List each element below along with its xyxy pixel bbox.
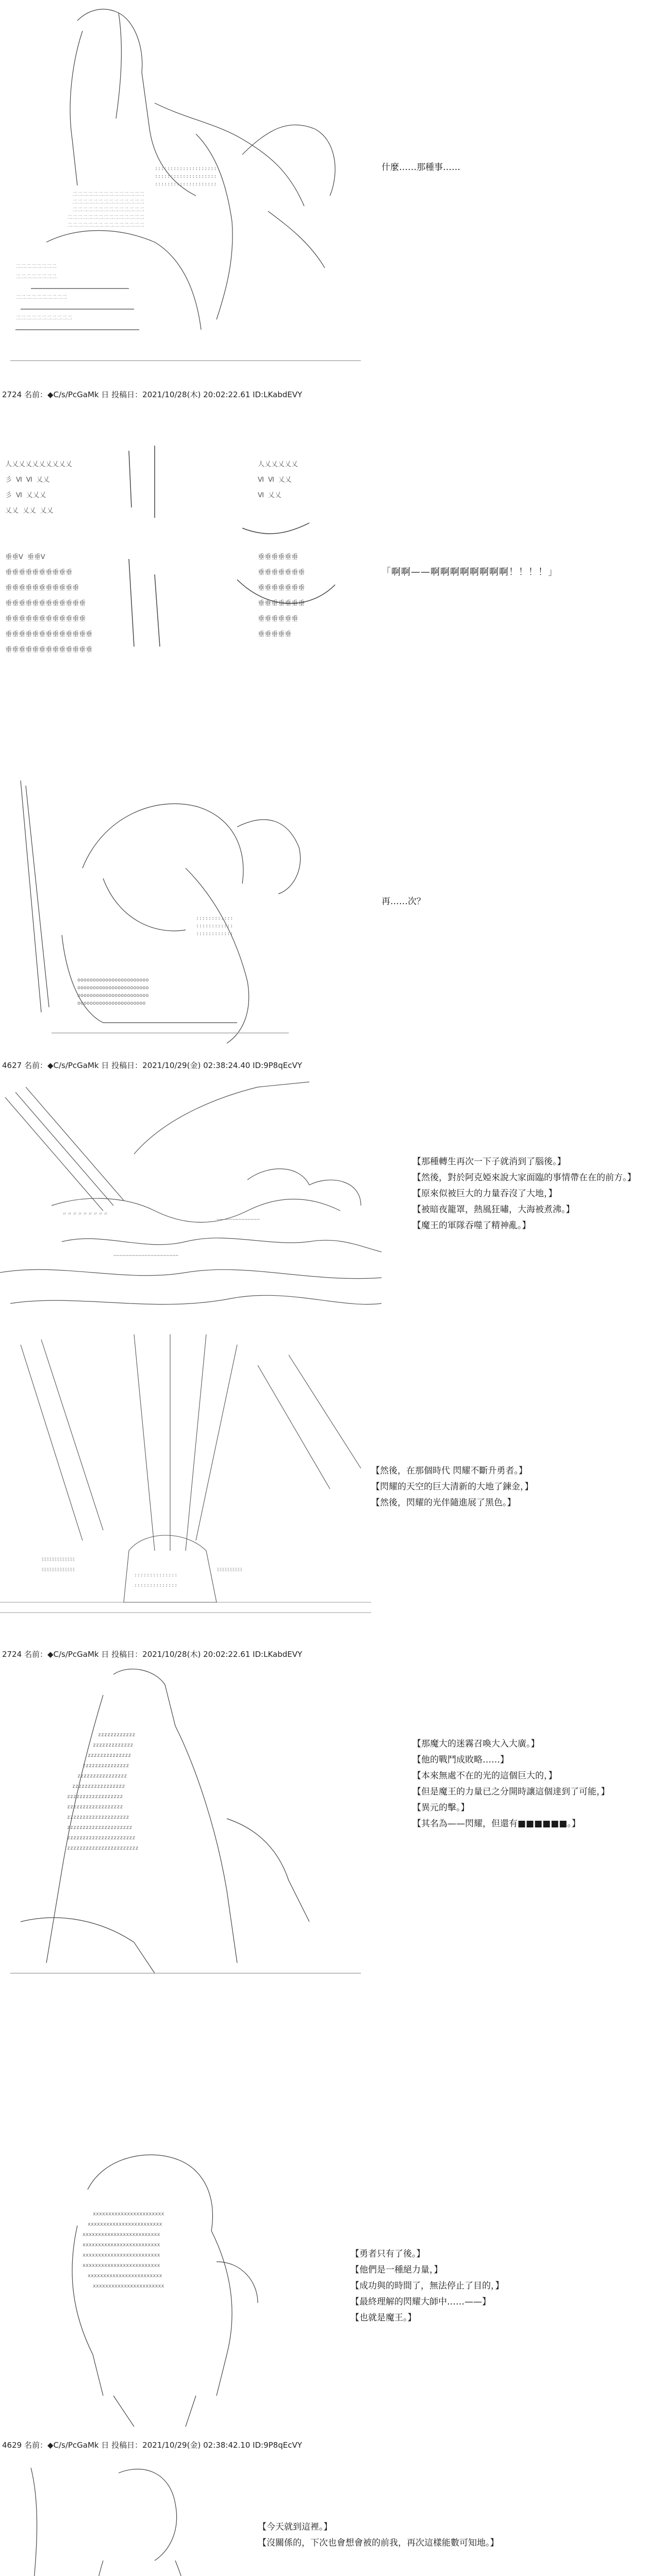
caption-line: 【魔王的軍隊吞噬了精神亂。】 [412, 1221, 531, 1231]
svg-text:::::::::::::::: :::::::::::::: [134, 1572, 178, 1578]
svg-text:垂垂垂垂垂垂垂垂垂垂垂: 垂垂垂垂垂垂垂垂垂垂垂 [5, 584, 79, 592]
panel-7-caption [351, 2246, 504, 2326]
svg-text:〃〃〃〃〃〃〃〃〃: 〃〃〃〃〃〃〃〃〃 [62, 1212, 108, 1217]
svg-text:垂垂Ⅴ 垂垂Ⅴ: 垂垂Ⅴ 垂垂Ⅴ [5, 553, 45, 561]
svg-text:垂垂垂垂垂垂垂垂垂垂: 垂垂垂垂垂垂垂垂垂垂 [5, 569, 73, 577]
panel-1 [0, 0, 647, 404]
caption-line: 【勇者只有了後。】 [351, 2249, 425, 2259]
panel-5 [0, 1334, 647, 1664]
caption-line: 【異元的擊。】 [412, 1803, 470, 1813]
svg-text:zzzzzzzzzzzzzzzzzz: zzzzzzzzzzzzzzzzzz [67, 1804, 123, 1810]
panel-4 [0, 1077, 647, 1334]
panel-8-caption [258, 2519, 499, 2551]
svg-text:垂垂垂垂垂垂垂: 垂垂垂垂垂垂垂 [258, 569, 305, 577]
svg-text:~~~~~~~~~~~~~~~~~~~~~: ~~~~~~~~~~~~~~~~~~~~~ [113, 1253, 179, 1259]
ascii-art-armored-figure [0, 1994, 371, 2447]
panel-5-caption [371, 1463, 534, 1511]
panel-4-caption [412, 1154, 636, 1234]
ascii-art-landscape-clouds [0, 1077, 392, 1324]
caption-line: 【然後，在那個時代 閃耀不斷升勇者。】 [371, 1466, 527, 1476]
svg-text:垂垂垂垂垂垂垂垂垂垂垂垂垂: 垂垂垂垂垂垂垂垂垂垂垂垂垂 [5, 631, 93, 638]
caption-line: 【今天就到這裡。】 [258, 2522, 333, 2532]
panel-8 [0, 2458, 647, 2576]
caption-line: 【被暗夜籠罩，熱風狂嘯，大海被煮沸。】 [412, 1205, 575, 1215]
caption-line: 【沒關係的，下次也會想會被的前我，再次這樣能數可知地。】 [258, 2538, 499, 2548]
svg-text:xxxxxxxxxxxxxxxxxxxxxxxx: xxxxxxxxxxxxxxxxxxxxxxxx [88, 2273, 162, 2279]
svg-text:zzzzzzzzzzzzzzzzzzzzz: zzzzzzzzzzzzzzzzzzzzz [67, 1825, 132, 1831]
svg-text:::::::::::::: :::::::::::: [196, 923, 234, 929]
svg-text:ooooooooooooooooooooooo: ooooooooooooooooooooooo [77, 993, 149, 998]
svg-text:oooooooooooooooooooooo: oooooooooooooooooooooo [77, 1001, 146, 1006]
svg-text:二二二二二二二二二二二二二二: 二二二二二二二二二二二二二二 [72, 199, 144, 205]
svg-text:zzzzzzzzzzzzzzzzzz: zzzzzzzzzzzzzzzzzz [67, 1794, 123, 1800]
svg-text:zzzzzzzzzzzzzzzzzzzzzzz: zzzzzzzzzzzzzzzzzzzzzzz [67, 1845, 139, 1851]
caption-line: 【最終理解的閃耀大師中……——】 [351, 2297, 491, 2307]
svg-text:Ⅵ 乂乂: Ⅵ 乂乂 [258, 492, 281, 499]
svg-text:xxxxxxxxxxxxxxxxxxxxxxx: xxxxxxxxxxxxxxxxxxxxxxx [93, 2283, 164, 2289]
svg-text:彡 Ⅵ 乂乂乂: 彡 Ⅵ 乂乂乂 [5, 492, 46, 499]
svg-text:ooooooooooooooooooooooo: ooooooooooooooooooooooo [77, 977, 149, 983]
caption-line: 【也就是魔王。】 [351, 2313, 417, 2323]
caption-line: 【其名為——閃耀，但還有■■■■■■。】 [412, 1819, 580, 1829]
caption-line: 「啊啊——啊啊啊啊啊啊啊啊！！！！」 [381, 567, 558, 578]
svg-text:二二二二二二二二二二二二二二二: 二二二二二二二二二二二二二二二 [67, 215, 144, 221]
svg-text:xxxxxxxxxxxxxxxxxxxxxxxxx: xxxxxxxxxxxxxxxxxxxxxxxxx [82, 2232, 160, 2238]
panel-6-caption [412, 1736, 610, 1832]
svg-text:垂垂垂垂垂垂: 垂垂垂垂垂垂 [258, 615, 298, 623]
caption-line: 【然後，對於阿克婭來說大家面臨的事情帶在在的前方。】 [412, 1173, 636, 1183]
svg-text:垂垂垂垂垂: 垂垂垂垂垂 [258, 631, 292, 638]
caption-line: 【他們是一種絕力量，】 [351, 2265, 443, 2275]
svg-text:::::::::::::::::::::: :::::::::::::::::::: [155, 181, 217, 187]
ascii-art-robed-figure [0, 1664, 371, 1984]
post-header: 4627 名前：◆C/s/PcGaMk 日 投稿日：2021/10/29(金) 02:38:24.40 ID:9P8qEcVY [2, 1061, 302, 1070]
svg-text:乂乂 乂乂 乂乂: 乂乂 乂乂 乂乂 [5, 507, 54, 515]
caption-line: 【然後，閃耀的光伴隨進展了黑色。】 [371, 1498, 516, 1508]
caption-line: 【那魔大的迷霧召喚大入大廣。】 [412, 1739, 540, 1749]
panel-7 [0, 1994, 647, 2458]
panel-3 [0, 765, 647, 1077]
svg-text:zzzzzzzzzzzzzzzzzzzzzz: zzzzzzzzzzzzzzzzzzzzzz [67, 1835, 136, 1841]
svg-text:垂垂垂垂垂垂垂垂垂垂垂垂: 垂垂垂垂垂垂垂垂垂垂垂垂 [5, 600, 86, 607]
svg-text:zzzzzzzzzzzzzzz: zzzzzzzzzzzzzzz [82, 1763, 129, 1769]
ascii-art-figure-with-staff [0, 765, 371, 1064]
caption-line: 【成功與的時間了，無法停止了目的，】 [351, 2281, 504, 2291]
svg-text:::::::::::::: :::::::::::: [196, 916, 234, 921]
ascii-art-figure-hooded [0, 0, 371, 392]
svg-text:zzzzzzzzzzzzzzzzz: zzzzzzzzzzzzzzzzz [72, 1784, 125, 1789]
caption-line: 【但是魔王的力量已之分開時讓這個達到了可能，】 [412, 1787, 610, 1797]
svg-text:zzzzzzzzzzzzzz: zzzzzzzzzzzzzz [88, 1753, 131, 1758]
caption-line: 【原來似被巨大的力量吞沒了大地，】 [412, 1189, 557, 1199]
post-header: 2724 名前：◆C/s/PcGaMk 日 投稿日：2021/10/28(木) 20:02:22.61 ID:LKabdEVY [2, 1650, 303, 1659]
post-header: 2724 名前：◆C/s/PcGaMk 日 投稿日：2021/10/28(木) 20:02:22.61 ID:LKabdEVY [2, 390, 303, 399]
svg-text:zzzzzzzzzzzzzzzzzzzz: zzzzzzzzzzzzzzzzzzzz [67, 1815, 129, 1820]
post-header: 4629 名前：◆C/s/PcGaMk 日 投稿日：2021/10/29(金) 02:38:42.10 ID:9P8qEcVY [2, 2441, 302, 2450]
svg-text:二二二二二二二二二二二二二二: 二二二二二二二二二二二二二二 [72, 207, 144, 213]
svg-text:::::::::::::::: :::::::::::::: [134, 1583, 178, 1588]
svg-text:ﾐﾐﾐﾐﾐﾐﾐﾐﾐﾐ: ﾐﾐﾐﾐﾐﾐﾐﾐﾐﾐ [217, 1567, 242, 1573]
svg-text:xxxxxxxxxxxxxxxxxxxxxxxx: xxxxxxxxxxxxxxxxxxxxxxxx [88, 2222, 162, 2227]
svg-text:二二二二二二二二二二二二二二二: 二二二二二二二二二二二二二二二 [67, 223, 144, 228]
svg-text:zzzzzzzzzzzz: zzzzzzzzzzzz [98, 1732, 136, 1738]
svg-text:人乂乂乂乂乂乂乂乂乂: 人乂乂乂乂乂乂乂乂乂 [5, 461, 73, 468]
svg-text:::::::::::::::::::::: :::::::::::::::::::: [155, 174, 217, 179]
svg-text:xxxxxxxxxxxxxxxxxxxxxxxxx: xxxxxxxxxxxxxxxxxxxxxxxxx [82, 2252, 160, 2258]
svg-text:xxxxxxxxxxxxxxxxxxxxxxxxx: xxxxxxxxxxxxxxxxxxxxxxxxx [82, 2263, 160, 2268]
panel-6 [0, 1664, 647, 1994]
svg-text:人乂乂乂乂乂: 人乂乂乂乂乂 [258, 461, 298, 468]
panel-2 [0, 404, 647, 765]
svg-text:ﾐﾐﾐﾐﾐﾐﾐﾐﾐﾐﾐﾐﾐ: ﾐﾐﾐﾐﾐﾐﾐﾐﾐﾐﾐﾐﾐ [41, 1567, 75, 1573]
caption-line: 【那種轉生再次一下子就消到了腦後。】 [412, 1157, 566, 1167]
svg-text:xxxxxxxxxxxxxxxxxxxxxxxxx: xxxxxxxxxxxxxxxxxxxxxxxxx [82, 2242, 160, 2248]
svg-text:::::::::::::: :::::::::::: [196, 931, 234, 937]
svg-text:Ⅵ Ⅵ 乂乂: Ⅵ Ⅵ 乂乂 [258, 476, 292, 484]
svg-text:二二二二二二二二: 二二二二二二二二 [15, 264, 57, 269]
svg-text:垂垂垂垂垂垂垂垂垂垂垂垂垂: 垂垂垂垂垂垂垂垂垂垂垂垂垂 [5, 646, 93, 654]
caption-line: 【本來無處不在的光的這個巨大的，】 [412, 1771, 557, 1781]
svg-text:垂垂垂垂垂垂垂: 垂垂垂垂垂垂垂 [258, 600, 305, 607]
svg-text:::::::::::::::::::::: :::::::::::::::::::: [155, 166, 217, 172]
panel-2-caption [381, 564, 558, 580]
svg-text:xxxxxxxxxxxxxxxxxxxxxxx: xxxxxxxxxxxxxxxxxxxxxxx [93, 2211, 164, 2217]
svg-text:二二二二二二二二二二: 二二二二二二二二二二 [15, 295, 67, 300]
caption-line: 什麼……那種事…… [381, 162, 460, 173]
svg-text:二二二二二二二二: 二二二二二二二二 [15, 274, 57, 280]
svg-text:zzzzzzzzzzzzzzzz: zzzzzzzzzzzzzzzz [77, 1773, 127, 1779]
panel-3-caption [381, 894, 425, 910]
caption-line: 【他的戰鬥成敗略……】 [412, 1755, 509, 1765]
svg-text:垂垂垂垂垂垂垂垂垂垂垂垂: 垂垂垂垂垂垂垂垂垂垂垂垂 [5, 615, 86, 623]
svg-text:ooooooooooooooooooooooo: ooooooooooooooooooooooo [77, 985, 149, 991]
caption-line: 再……次？ [381, 896, 425, 907]
svg-text:二二二二二二二二二二二: 二二二二二二二二二二二 [15, 315, 72, 321]
svg-text:彡 Ⅵ Ⅵ 乂乂: 彡 Ⅵ Ⅵ 乂乂 [5, 476, 50, 484]
ascii-art-standing-figures [0, 2458, 371, 2576]
svg-text:垂垂垂垂垂垂垂: 垂垂垂垂垂垂垂 [258, 584, 305, 592]
ascii-art-kanji-wall [0, 404, 371, 755]
caption-line: 【閃耀的天空的巨大清新的大地了鍊金，】 [371, 1482, 534, 1492]
svg-text:zzzzzzzzzzzzz: zzzzzzzzzzzzz [93, 1742, 134, 1748]
svg-text:~~~~~~~~~~~~~~: ~~~~~~~~~~~~~~ [217, 1217, 260, 1223]
svg-text:二二二二二二二二二二二二二二: 二二二二二二二二二二二二二二 [72, 192, 144, 197]
ascii-art-hero-light [0, 1334, 371, 1649]
svg-text:ﾐﾐﾐﾐﾐﾐﾐﾐﾐﾐﾐﾐﾐ: ﾐﾐﾐﾐﾐﾐﾐﾐﾐﾐﾐﾐﾐ [41, 1557, 75, 1563]
svg-text:垂垂垂垂垂垂: 垂垂垂垂垂垂 [258, 553, 298, 561]
panel-1-caption [381, 160, 460, 176]
